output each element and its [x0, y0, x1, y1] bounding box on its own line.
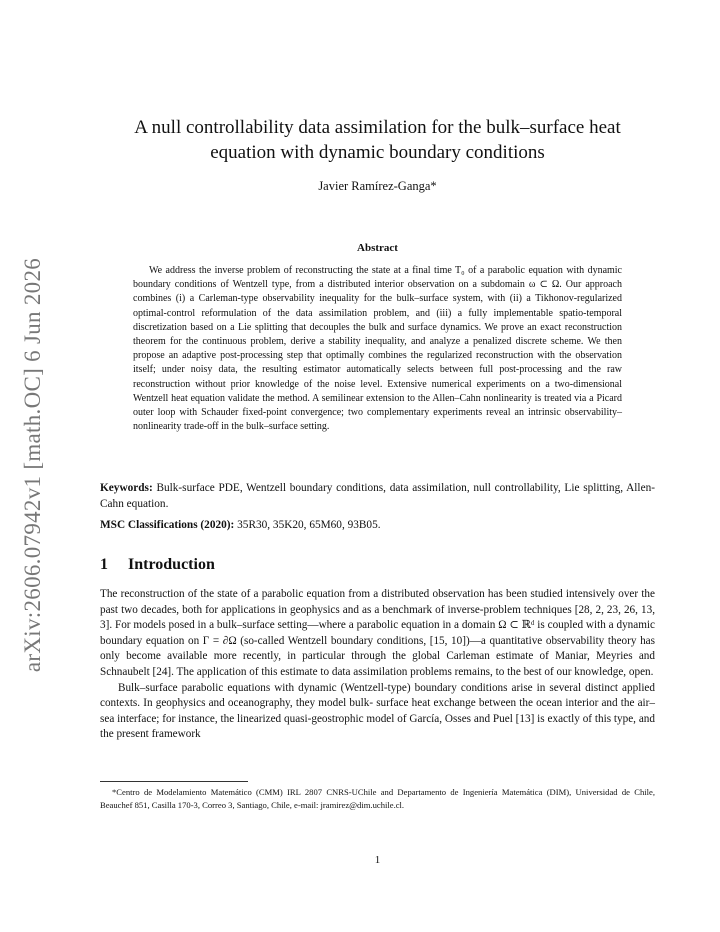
- keywords: [100, 481, 655, 512]
- introduction-body: [100, 587, 655, 743]
- keywords-text: Bulk-surface PDE, Wentzell boundary conditions, data assimilation, null controllability, Lie splitting, Allen-Cahn equation.: [100, 482, 655, 510]
- section-number: 1: [100, 556, 108, 573]
- msc-classifications: [100, 519, 655, 531]
- page-number: 1: [374, 854, 381, 866]
- abstract-heading: Abstract: [357, 242, 398, 254]
- msc-text: 35R30, 35K20, 65M60, 93B05.: [237, 519, 381, 531]
- title-line-1: A null controllability data assimilation for the bulk–surface heat: [134, 117, 621, 138]
- paragraph-1: The reconstruction of the state of a parabolic equation from a distributed observation has been studied intensively over the past two decades, both for applications in geophysics and as a benchmark of inverse-problem techniques [28, 2, 23, 26, 13, 3]. For models posed in a bulk–surface setting—where a parabolic equation in a domain Ω ⊂ ℝᵈ is coupled with a dynamic boundary equation on Γ = ∂Ω (so-called Wentzell boundary conditions, [15, 10])—a quantitative observability theory has only become available more recently, in particular through the global Carleman estimate of Maniar, Meyries and Schnaubelt [24]. The application of this estimate to data assimilation problems remains, to the best of our knowledge, open.: [100, 588, 655, 678]
- author-name: Javier Ramírez-Ganga*: [318, 179, 437, 193]
- keywords-label: Keywords:: [100, 482, 153, 494]
- abstract-text: We address the inverse problem of reconstructing the state at a final time T₀ of a parabolic equation with dynamic boundary conditions of Wentzell type, from a distributed interior observation on a subdomain ω ⊂ Ω. Our approach combines (i) a Carleman-type observability inequality for the bulk–surface system, with (ii) a Tikhonov-regularized optimal-control reformulation of the data assimilation problem, and (iii) a fully implementable spatio-temporal discretization based on a Lie splitting that decouples the bulk and surface dynamics. We prove an exact reconstruction theorem for the continuous problem, derive a stability inequality, and analyze a penalized discrete scheme. We then propose an adaptive post-processing step that optimally combines the regularized reconstruction with the observation itself; under noisy data, the resulting estimator automatically selects between full post-processing and the raw reconstruction without prior knowledge of the noise level. Extensive numerical experiments on a two-dimensional Wentzell heat equation validate the method. A semilinear extension to the Allen–Cahn nonlinearity is treated via a Picard outer loop with Schauder fixed-point convergence; two complementary experiments reveal an intrinsic observability–nonlinearity trade-off in the bulk–surface setting.: [133, 265, 622, 433]
- arxiv-identifier-text: arXiv:2606.07942v1 [math.OC] 6 Jun 2026: [20, 257, 45, 673]
- section-heading: [100, 556, 215, 574]
- section-title: Introduction: [128, 556, 215, 573]
- paper-title: [100, 115, 655, 165]
- title-line-2: equation with dynamic boundary conditions: [210, 142, 545, 163]
- footnote: *Centro de Modelamiento Matemático (CMM) IRL 2807 CNRS-UChile and Departamento de Ingeniería Matemática (DIM), Universidad de Chile, Beauchef 851, Casilla 170-3, Correo 3, Santiago, Chile, e-mail: jramirez@dim.uchile.cl.: [100, 787, 655, 810]
- arxiv-identifier: [18, 255, 48, 675]
- paragraph-2: Bulk–surface parabolic equations with dynamic (Wentzell-type) boundary conditions arise in several distinct applied contexts. In geophysics and oceanography, they model bulk- surface heat exchange between the ocean interior and the air–sea interface; for instance, the linearized quasi-geostrophic model of García, Osses and Puel [13] is exactly of this type, and the present framework: [100, 681, 655, 741]
- footnote-divider: [100, 781, 248, 782]
- msc-label: MSC Classifications (2020):: [100, 519, 235, 531]
